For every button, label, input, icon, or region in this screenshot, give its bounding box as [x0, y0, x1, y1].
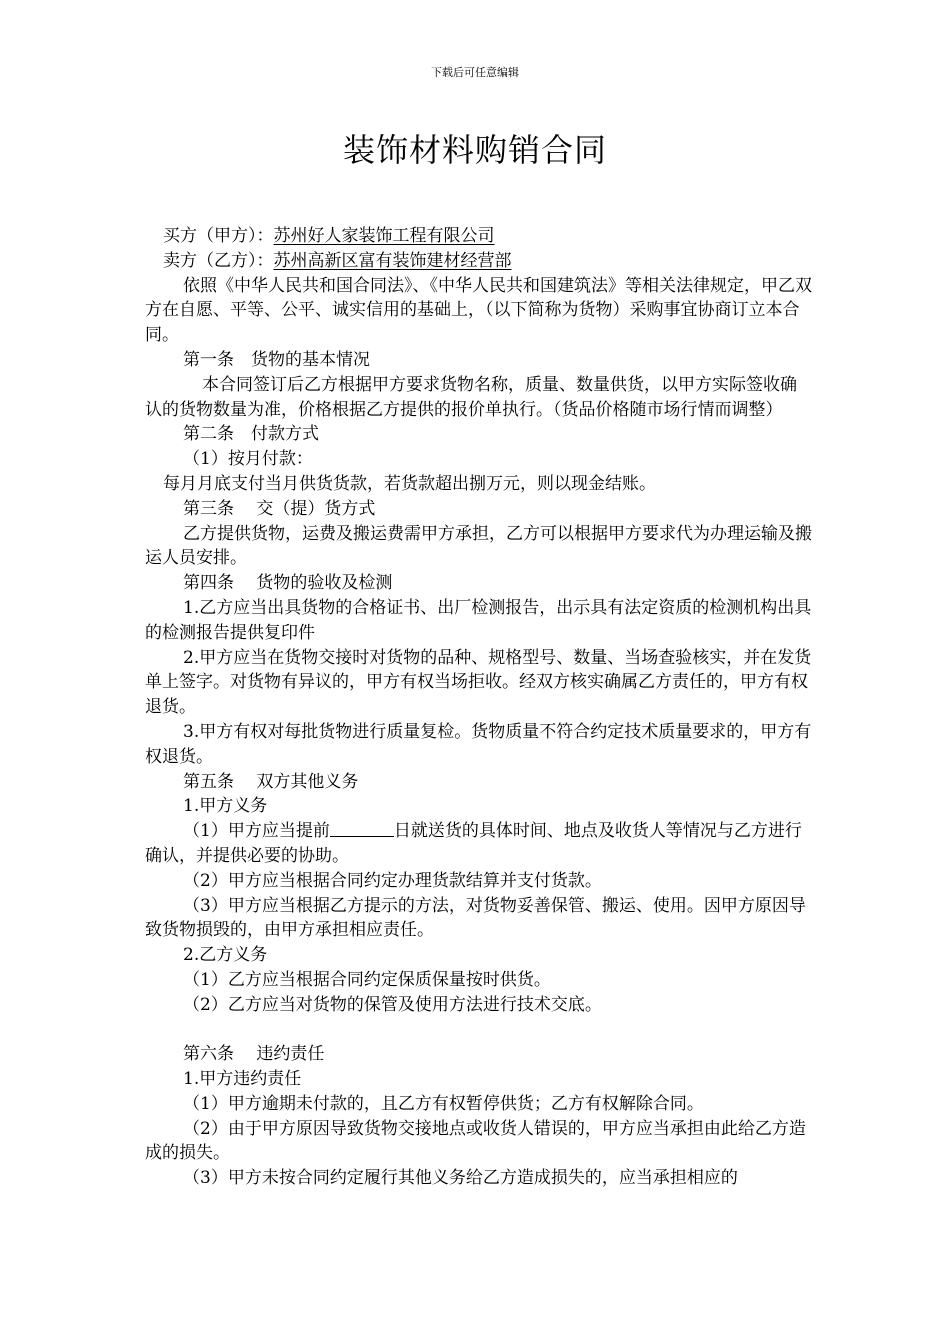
article-6-heading: 第六条 违约责任: [183, 1044, 325, 1065]
article-5-party-a: 1.甲方义务: [183, 796, 268, 817]
article-6-party-a: 1.甲方违约责任: [183, 1069, 302, 1090]
a1-pre: （1）甲方应当提前: [183, 821, 330, 842]
document-title: 装饰材料购销合同: [342, 131, 607, 169]
article-2-text: 每月月底支付当月供货货款，若货款超出捌万元，则以现金结账。: [163, 473, 656, 494]
seller-label: 卖方（乙方）：: [163, 250, 274, 271]
article-2-heading: 第二条 付款方式: [183, 424, 319, 445]
buyer-name: 苏州好人家装饰工程有限公司: [273, 226, 495, 246]
seller-name: 苏州高新区富有装饰建材经营部: [273, 250, 512, 271]
article-1-heading: 第一条 货物的基本情况: [183, 349, 370, 370]
article-4-heading: 第四条 货物的验收及检测: [183, 573, 393, 594]
contract-body: [145, 224, 813, 1191]
article-1-text: 本合同签订后乙方根据甲方要求货物名称，质量、数量供货，以甲方实际签收确认的货物数量为准，价格根据乙方提供的报价单执行。（货品价格随市场行情而调整）: [145, 374, 797, 420]
a1-post: 日就送货的具体时间、地点及收货人等情况与乙方进行确认，并提供必要的协助。: [145, 821, 802, 866]
buyer-label: 买方（甲方）：: [163, 226, 274, 246]
article-4-item-2: 2.甲方应当在货物交接时对货物的品种、规格型号、数量、当场查验核实，并在发货单上签字。对货物有异议的，甲方有权当场拒收。经双方核实确属乙方责任的，甲方有权退货。: [145, 647, 812, 718]
article-5-b-item-1: （1）乙方应当根据合同约定保质保量按时供货。: [183, 969, 551, 990]
spacer: [145, 1018, 813, 1043]
buyer-line: [145, 224, 813, 249]
article-4-item-1: 1.乙方应当出具货物的合格证书、出厂检测报告，出示具有法定资质的检测机构出具的检测报告提供复印件: [145, 597, 812, 643]
article-3-heading: 第三条 交（提）货方式: [183, 498, 376, 519]
article-3-text: 乙方提供货物，运费及搬运费需甲方承担，乙方可以根据甲方要求代为办理运输及搬运人员安排。: [145, 523, 812, 569]
article-5-party-b: 2.乙方义务: [183, 945, 268, 966]
article-5-a-item-1: [145, 819, 813, 869]
seller-line: [145, 249, 813, 274]
article-5-a-item-2: （2）甲方应当根据合同约定办理货款结算并支付货款。: [183, 870, 602, 891]
article-4-item-3: 3.甲方有权对每批货物进行质量复检。货物质量不符合约定技术质量要求的，甲方有权退货。: [145, 721, 812, 767]
article-6-a-item-1: （1）甲方逾期未付款的，且乙方有权暂停供货；乙方有权解除合同。: [183, 1093, 704, 1114]
days-blank: [330, 820, 394, 837]
article-5-b-item-2: （2）乙方应当对货物的保管及使用方法进行技术交底。: [183, 994, 602, 1015]
header-note: 下载后可任意编辑: [431, 66, 519, 79]
article-2-item-1: （1）按月付款：: [183, 449, 313, 470]
article-6-a-item-2: （2）由于甲方原因导致货物交接地点或收货人错误的，甲方应当承担由此给乙方造成的损失。: [145, 1118, 806, 1164]
article-5-heading: 第五条 双方其他义务: [183, 771, 359, 792]
article-6-a-item-3: （3）甲方未按合同约定履行其他义务给乙方造成损失的，应当承担相应的: [183, 1168, 738, 1189]
intro-paragraph: 依照《中华人民共和国合同法》、《中华人民共和国建筑法》等相关法律规定，甲乙双方在自愿、平等、公平、诚实信用的基础上，（以下简称为货物）采购事宜协商订立本合同。: [145, 275, 812, 346]
article-5-a-item-3: （3）甲方应当根据乙方提示的方法，对货物妥善保管、搬运、使用。因甲方原因导致货物损毁的，由甲方承担相应责任。: [145, 895, 806, 941]
